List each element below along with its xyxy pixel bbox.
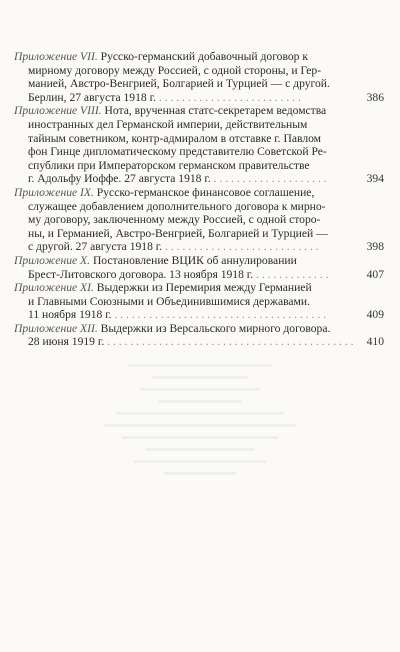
entry-title-line: 28 июня 1919 г. [28,335,105,349]
entry-title-line: му договору, заключенному между Россией, с одной сторо- [28,213,321,227]
toc-entry-appendix-xii [14,321,384,349]
entry-title-line: Брест-Литовского договора. 13 ноября 1918 г. [28,267,254,281]
entry-title-line: служащее добавлением дополнительного договора к мирно- [28,199,326,213]
entry-title-line: и Главными Союзными и Объединившимися державами. [28,294,310,308]
entry-title-line: Выдержки из Перемирия между Германией [96,281,312,295]
page-number: 410 [366,335,384,349]
entry-title-line: спублики при Императорском германском правительстве [28,158,310,172]
page-number: 386 [366,90,384,104]
entry-title-line: Русско-германский добавочный договор к [100,50,308,63]
appendix-label: Приложение VIII. [14,104,102,118]
entry-title-line: Постановление ВЦИК об аннулировании [92,253,297,267]
page-number: 398 [366,240,384,254]
toc-entry-appendix-viii [14,104,384,186]
entry-title-line: Выдержки из Версальского мирного договора. [100,321,331,335]
entry-title-line: манией, Австро-Венгрией, Болгарией и Турцией — с другой. [28,77,330,91]
entry-title-line: иностранных дел Германской империи, действительным [28,117,308,131]
entry-title-line: Нота, врученная статс-секретарем ведомства [104,104,327,118]
entry-title-line: мирному договору между Россией, с одной стороны, и Гер- [28,63,322,77]
entry-title-line: 11 ноября 1918 г. [28,308,112,322]
page-number: 407 [366,267,384,281]
dot-leader: . . . . . . . . . . . . . . . . . . . . . . . . . . . [162,240,319,254]
entry-title-line: ны, и Германией, Австро-Венгрией, Болгарией и Турцией — [28,226,328,240]
toc-entry-appendix-xi [14,281,384,322]
toc-entry-appendix-x [14,253,384,281]
entry-title-line: тайным советником, контр-адмиралом в отставке г. Павлом [28,131,322,145]
entry-title-line: Русско-германское финансовое соглашение, [96,185,315,199]
entry-title-line: фон Гинце дипломатическому представителю Советской Ре- [28,145,327,159]
appendix-label: Приложение IX. [14,185,94,199]
dot-leader: . . . . . . . . . . . . . [253,267,329,281]
page-number: 409 [366,308,384,322]
appendix-label: Приложение XII. [14,321,98,335]
appendix-label: Приложение X. [14,253,91,267]
dot-leader: . . . . . . . . . . . . . . . . . . . . . . . . . [155,90,301,104]
page-number: 394 [366,172,384,186]
dot-leader: . . . . . . . . . . . . . . . . . . . . . . . . . . . . . . . . . . . . . [111,308,327,322]
entry-title-line: Берлин, 27 августа 1918 г. [28,90,156,104]
toc-entry-appendix-ix [14,185,384,254]
appendix-label: Приложение XI. [14,281,94,295]
dot-leader: . . . . . . . . . . . . . . . . . . . . [210,172,327,186]
entry-title-line: г. Адольфу Иоффе. 27 августа 1918 г. [28,172,211,186]
toc-entry-appendix-vii [14,50,384,104]
appendix-label: Приложение VII. [14,50,98,63]
bleed-through-shadow [80,355,320,585]
entry-title-line: с другой. 27 августа 1918 г. [28,240,163,254]
dot-leader: . . . . . . . . . . . . . . . . . . . . . . . . . . . . . . . . . . . . . . . . . . . [104,335,354,349]
